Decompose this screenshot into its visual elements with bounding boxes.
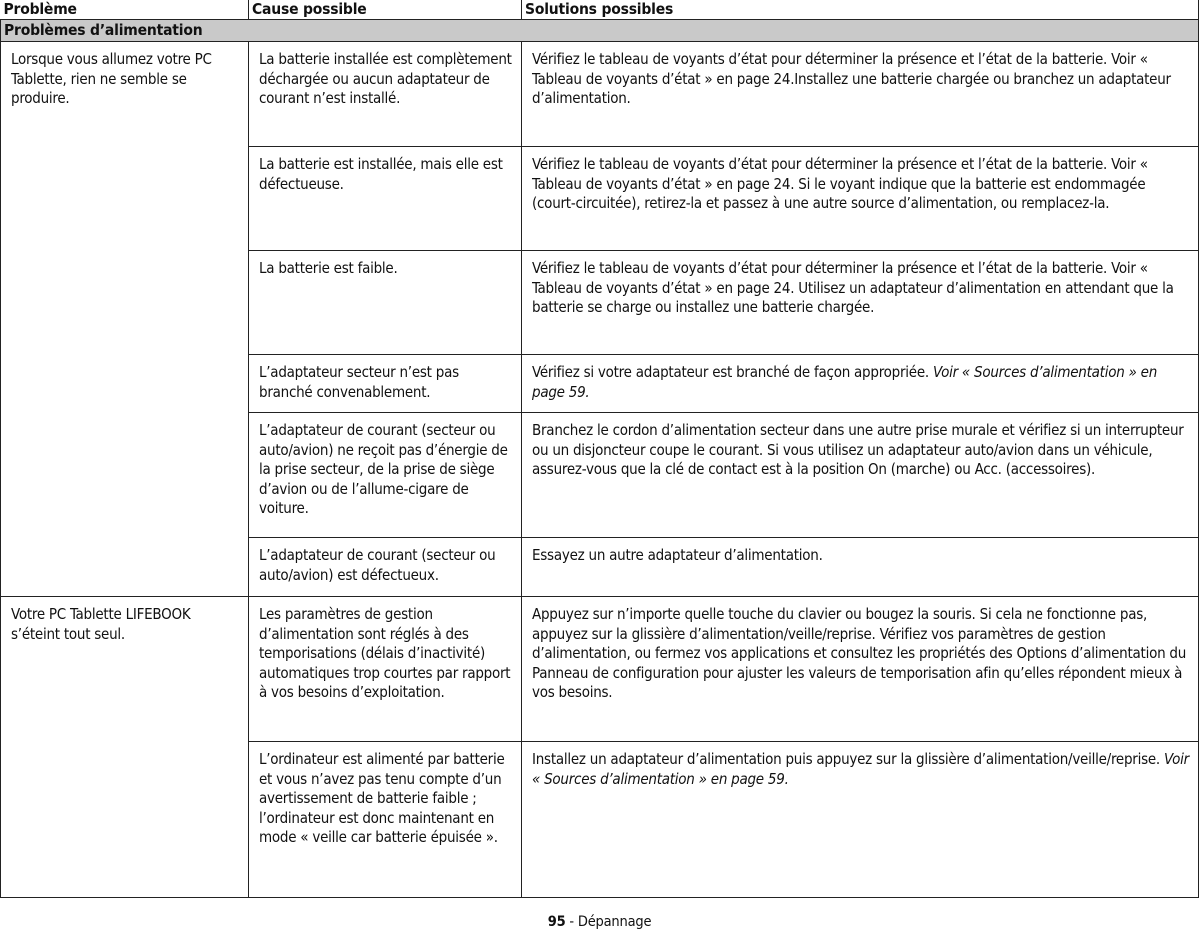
table-row bbox=[1, 597, 1199, 742]
cause-cell: L’adaptateur de courant (secteur ou auto/avion) est défectueux. bbox=[249, 538, 522, 597]
solution-cell: Essayez un autre adaptateur d’alimentation. bbox=[522, 538, 1199, 597]
solution-cell: Installez un adaptateur d’alimentation puis appuyez sur la glissière d’alimentation/veille/reprise. Voir « Sources d’alimentation » en page 59. bbox=[522, 742, 1199, 898]
header-cause: Cause possible bbox=[249, 0, 522, 20]
section-row bbox=[1, 20, 1199, 42]
solution-cell: Vérifiez le tableau de voyants d’état pour déterminer la présence et l’état de la batterie. Voir « Tableau de voyants d’état » en page 24.Installez une batterie chargée ou branchez un adaptateur d’alimentation. bbox=[522, 42, 1199, 147]
cause-cell: La batterie est installée, mais elle est défectueuse. bbox=[249, 147, 522, 251]
solution-cell: Appuyez sur n’importe quelle touche du clavier ou bougez la souris. Si cela ne fonctionne pas, appuyez sur la glissière d’alimentation/veille/reprise. Vérifiez vos paramètres de gestion d’alimentation, ou fermez vos applications et consultez les propriétés des Options d’alimentation du Panneau de configuration pour ajuster les valeurs de temporisation afin qu’elles répondent mieux à vos besoins. bbox=[522, 597, 1199, 742]
cause-cell: La batterie est faible. bbox=[249, 251, 522, 355]
cause-cell: L’ordinateur est alimenté par batterie et vous n’avez pas tenu compte d’un avertissement de batterie faible ; l’ordinateur est donc maintenant en mode « veille car batterie épuisée ». bbox=[249, 742, 522, 898]
footer-separator: - bbox=[565, 914, 578, 930]
page-number: 95 bbox=[547, 914, 566, 930]
solution-cell: Branchez le cordon d’alimentation secteur dans une autre prise murale et vérifiez si un interrupteur ou un disjoncteur coupe le courant. Si vous utilisez un adaptateur auto/avion dans un véhicule, assurez-vous que la clé de contact est à la position On (marche) ou Acc. (accessoires). bbox=[522, 413, 1199, 538]
problem-cell: Votre PC Tablette LIFEBOOK s’éteint tout seul. bbox=[1, 597, 249, 898]
cross-reference-link[interactable]: Voir « Sources d’alimentation » en page 59. bbox=[532, 363, 1158, 401]
cause-cell: L’adaptateur secteur n’est pas branché convenablement. bbox=[249, 355, 522, 413]
cause-cell: Les paramètres de gestion d’alimentation sont réglés à des temporisations (délais d’inactivité) automatiques trop courtes par rapport à vos besoins d’exploitation. bbox=[249, 597, 522, 742]
cross-reference-link[interactable]: Voir « Sources d’alimentation » en page 59. bbox=[532, 750, 1189, 788]
chapter-name: Dépannage bbox=[577, 914, 652, 930]
problem-cell: Lorsque vous allumez votre PC Tablette, rien ne semble se produire. bbox=[1, 42, 249, 597]
solution-cell: Vérifiez si votre adaptateur est branché de façon appropriée. Voir « Sources d’alimentation » en page 59. bbox=[522, 355, 1199, 413]
header-problem: Problème bbox=[1, 0, 249, 20]
table-row bbox=[1, 42, 1199, 147]
solution-cell: Vérifiez le tableau de voyants d’état pour déterminer la présence et l’état de la batterie. Voir « Tableau de voyants d’état » en page 24. Utilisez un adaptateur d’alimentation en attendant que la batterie se charge ou installez une batterie chargée. bbox=[522, 251, 1199, 355]
cause-cell: La batterie installée est complètement déchargée ou aucun adaptateur de courant n’est installé. bbox=[249, 42, 522, 147]
header-solution: Solutions possibles bbox=[522, 0, 1199, 20]
cause-cell: L’adaptateur de courant (secteur ou auto/avion) ne reçoit pas d’énergie de la prise secteur, de la prise de siège d’avion ou de l’allume-cigare de voiture. bbox=[249, 413, 522, 538]
section-title: Problèmes d’alimentation bbox=[1, 20, 1199, 42]
solution-cell: Vérifiez le tableau de voyants d’état pour déterminer la présence et l’état de la batterie. Voir « Tableau de voyants d’état » en page 24. Si le voyant indique que la batterie est endommagée (court-circuitée), retirez-la et passez à une autre source d’alimentation, ou remplacez-la. bbox=[522, 147, 1199, 251]
table-header-row bbox=[1, 0, 1199, 20]
page-footer bbox=[0, 914, 1199, 930]
